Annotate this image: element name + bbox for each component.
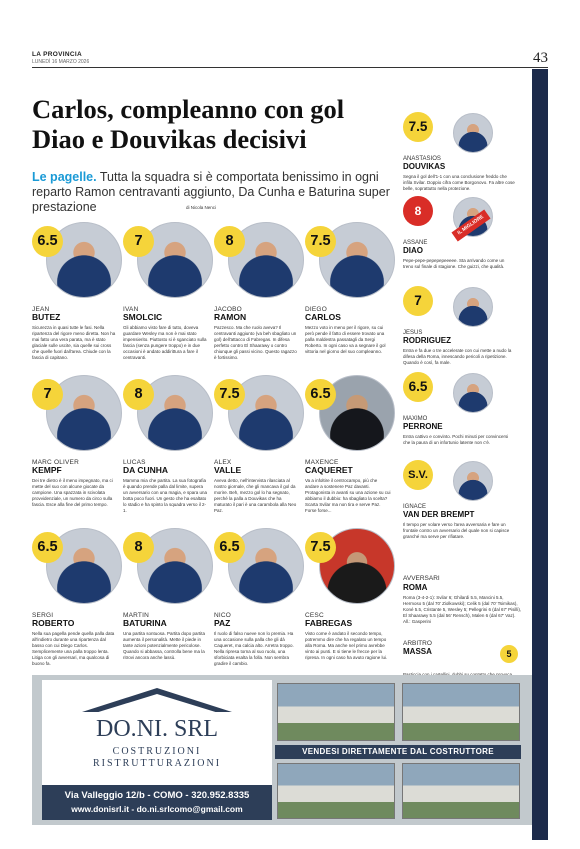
player-last-name: CARLOS <box>305 312 341 322</box>
masthead <box>32 51 89 65</box>
player-review: Aveva detto, nell'intervista rilasciata al nostro giornale, che gli mancava il gol da morire. Beh, mezzo gol lo ha segnato, perché la palla a Douvikas che ha maturato il pari è una carambola alla Neo Paz. <box>214 478 297 513</box>
player-photo <box>453 113 493 153</box>
opponents-lineup: Roma (3-4-2-1): Svilar 6; Ghilardi 5.5, Mancini 5.5, Hermoso 5 (dal 70' Ziolkowski); Celik 5 (dal 70' Tsimikas), Koné 5.5, Cristante 5, Wesley 5; Pellegrini 6 (dal 67' Pisilli), El Shaarawy 5.5 (dal 56' Rensch), Malen 6 (dal 67' Vaz). All.: Gasperini <box>403 595 522 624</box>
player-review: Mezzo voto in meno per il rigore, su cui però pende il fatto di essere trovato una palla maldestra passatagli da Sergi Roberto. In ogni caso va a segnare il gol vittoria nel giorno del suo compleanno. <box>305 325 386 354</box>
player-first-name: JESUS <box>403 330 423 336</box>
grade-badge: S.V. <box>403 460 433 490</box>
building-photo <box>277 763 395 819</box>
publication-date: LUNEDÌ 16 MARZO 2026 <box>32 59 90 65</box>
ad-slogan: VENDESI DIRETTAMENTE DAL COSTRUTTORE <box>275 745 521 759</box>
ad-logo-panel <box>42 680 272 820</box>
grade-badge: 8 <box>123 379 154 410</box>
grade-badge: 6.5 <box>32 226 63 257</box>
grade-badge: 6.5 <box>214 532 245 563</box>
player-review: Nella sua pagella pende quella palla data all'indietro durante una ripartenza dal basso con cui Diego Carlos. Semplicemente una palla troppo lenta. Litiga con gli avversari, ma qualcosa di buono fa. <box>32 631 115 666</box>
page-number: 43 <box>533 50 548 66</box>
ad-subtitle-line-2: RISTRUTTURAZIONI <box>92 758 222 769</box>
player-first-name: JEAN <box>32 306 50 313</box>
grade-badge: 7.5 <box>214 379 245 410</box>
player-last-name: PERRONE <box>403 422 443 431</box>
headline-line-2: Diao e Douvikas decisivi <box>32 124 307 154</box>
ad-address: Via Valleggio 12/b - COMO - 320.952.8335 <box>64 790 250 801</box>
ad-brand: DO.NI. SRL <box>95 716 218 742</box>
house-roof-inner <box>92 694 222 714</box>
player-first-name: DIEGO <box>305 306 327 313</box>
building-photo <box>277 683 395 741</box>
player-review: Pepe-pepe-pepepepeeeee. Sta arrivando come un treno sul finale di stagione. Che guizzi, che qualità. <box>403 258 505 269</box>
player-review: Mamma mia che partita. La sua fotografia è quando prende palla dal limite, supera un avversario con una magia, e spara una botta poco fuori. Un gesto che ha esaltato lo stadio e ha spinto la squadra verso il 2-1. <box>123 478 208 513</box>
opponents-box <box>403 575 523 625</box>
player-last-name: SMOLCIC <box>123 312 163 322</box>
grade-badge: 7.5 <box>403 112 433 142</box>
player-review: Il tempo per volare verso l'area avversaria e fare un frontale contro un avversario del quale non si capisce granché ma serve per rifiatare. <box>403 522 510 539</box>
grade-badge: 6.5 <box>403 372 433 402</box>
player-first-name: MARC OLIVER <box>32 459 79 466</box>
grade-badge: 7 <box>403 286 433 316</box>
player-review: Va a infoltire il centrocampo, più che andare a sostenere Paz davanti. Protagonista in avanti su una azione su cui abbiamo il dubbio: ha sbagliato la scelta? Scarta Svilar ma non tira e serve Paz. Forse forse... <box>305 478 391 513</box>
headline <box>32 94 392 154</box>
player-review: Visto come è andato il secondo tempo, potremmo dire che ha regalato un tempo alla Roma. Ma anche nel primo avrebbe vinto ai punti. E si tiene le frecce per la ripresa. In ogni caso ha avuto ragione lui. <box>305 631 388 660</box>
player-first-name: IVAN <box>123 306 139 313</box>
player-last-name: DIAO <box>403 246 423 255</box>
grade-badge: 7.5 <box>305 532 336 563</box>
player-last-name: PAZ <box>214 618 231 628</box>
player-first-name: MAXENCE <box>305 459 339 466</box>
player-review: Gli abbiamo visto fare di tutto, doveva guardare Wesley ma non è mai stato impensierito. Piuttosto si è sganciato sulla fascia (senza pungere troppo) e in due occasioni è andato addirittura a fare il centravanti. <box>123 325 207 360</box>
building-photo <box>402 683 520 741</box>
grade-badge: 7 <box>123 226 154 257</box>
player-review: Una partita sontuosa. Partita dopo partita aumenta il personalità. Mette il piede in tante azioni potenzialmente pericolose. Quando si abbassa, controlla bene ma la ritrovi ancora anche lassù. <box>123 631 206 660</box>
grade-badge: 6.5 <box>305 379 336 410</box>
grade-badge: 5 <box>500 645 518 663</box>
player-last-name: BATURINA <box>123 618 167 628</box>
player-photo <box>453 287 493 327</box>
player-photo <box>453 461 493 501</box>
referee-box <box>403 640 523 659</box>
grade-badge: 8 <box>214 226 245 257</box>
player-review: Pazzesco. Ma che ruolo aveva? Il centravanti aggiunto (va beh sbagliato un gol) dell'attacco di Fabregas. In difesa perfetto contro El Shaarawy o contro chiunque gli passi vicino. Questo ragazzo è fortissimo. <box>214 325 297 360</box>
player-first-name: CESC <box>305 612 324 619</box>
kicker-text: Tutta la squadra si è comportata benissimo in ogni reparto Ramon centravanti aggiunto, Da Cunha e Baturina super prestazione <box>32 170 390 214</box>
player-last-name: VALLE <box>214 465 242 475</box>
grade-badge: 8 <box>403 196 433 226</box>
player-last-name: ROBERTO <box>32 618 75 628</box>
player-last-name: BUTEZ <box>32 312 61 322</box>
player-last-name: VAN DER BREMPT <box>403 510 475 519</box>
header-rule <box>32 67 548 68</box>
player-last-name: DA CUNHA <box>123 465 169 475</box>
referee-label: ARBITRO <box>403 640 432 647</box>
player-first-name: LUCAS <box>123 459 146 466</box>
grade-badge: 7 <box>32 379 63 410</box>
player-last-name: DOUVIKAS <box>403 162 446 171</box>
player-last-name: FABREGAS <box>305 618 353 628</box>
player-last-name: RODRIGUEZ <box>403 336 451 345</box>
player-photo <box>453 373 493 413</box>
player-review: Segna il gol dell'1-1 con una conclusione freddo che infila Svilar. Doppio cifra come Borgonovo. Fa altre cose belle, soprattutto nella protezione. <box>403 174 515 191</box>
player-review: Sicurezza in quasi tutte le fasi. Nella ripartenza del rigore meno diretta. Non ha mai fatto una vera parata, ma è stato glaciale sulle uscite, sia quelle sui cross che quelle fuori dall'area. Chiude con la fascia di capitano. <box>32 325 116 360</box>
player-review: Il ruolo di falso nueve non lo premia. Ha una occasione sulla palla che gli dà Caqueret, ma calcia alto. Arretra troppo. Nella ripresa torna al suo ruolo, una sforbiciata esalta la folla. Non sembra gradire il cambio. <box>214 631 294 666</box>
ad-website: www.donisrl.it - do.ni.srlcomo@gmail.com <box>71 804 243 814</box>
player-review: Dei tre dietro è il meno impegnato, ma ci mette del suo con alcune giocate da campione. Una spazzata in scivolata provvidenziale, un numero da circo sulla fascia. Esce alla fine del primo tempo. <box>32 478 113 507</box>
player-last-name: CAQUERET <box>305 465 353 475</box>
best-player-tag: IL MIGLIORE <box>451 210 490 242</box>
headline-line-1: Carlos, compleanno con gol <box>32 94 345 124</box>
player-first-name: SERGI <box>32 612 54 619</box>
referee-name: MASSA <box>403 647 432 656</box>
opponents-label: AVVERSARI <box>403 575 440 582</box>
opponents-team: ROMA <box>403 583 428 592</box>
player-first-name: ANASTASIOS <box>403 156 441 162</box>
player-first-name: ALEX <box>214 459 232 466</box>
player-first-name: IGNACE <box>403 504 427 510</box>
player-last-name: KEMPF <box>32 465 62 475</box>
publication-name: LA PROVINCIA <box>32 51 82 58</box>
player-first-name: JACOBO <box>214 306 242 313</box>
ad-subtitle <box>42 746 272 770</box>
grade-badge: 6.5 <box>32 532 63 563</box>
byline: di Nicola Nenci <box>186 205 217 210</box>
player-review: Entra e fa due o tre accelerate con cui mette a nudo la difesa della Roma, innescando pericoli a ripetizione. Quando è così, fa male. <box>403 348 512 365</box>
player-first-name: MARTIN <box>123 612 149 619</box>
ad-subtitle-line-1: COSTRUZIONI <box>112 746 202 757</box>
player-first-name: MAXIMO <box>403 416 428 422</box>
player-first-name: NICO <box>214 612 232 619</box>
player-last-name: RAMON <box>214 312 247 322</box>
player-first-name: ASSANE <box>403 240 428 246</box>
advertisement <box>32 675 532 825</box>
grade-badge: 7.5 <box>305 226 336 257</box>
side-band <box>532 69 548 840</box>
player-review: Entra cattivo e convinto. Pochi minuti per convincersi che la paura di un infortunio latente non c'è. <box>403 434 509 445</box>
building-photo <box>402 763 520 819</box>
grade-badge: 8 <box>123 532 154 563</box>
kicker-lead: Le pagelle. <box>32 170 97 184</box>
